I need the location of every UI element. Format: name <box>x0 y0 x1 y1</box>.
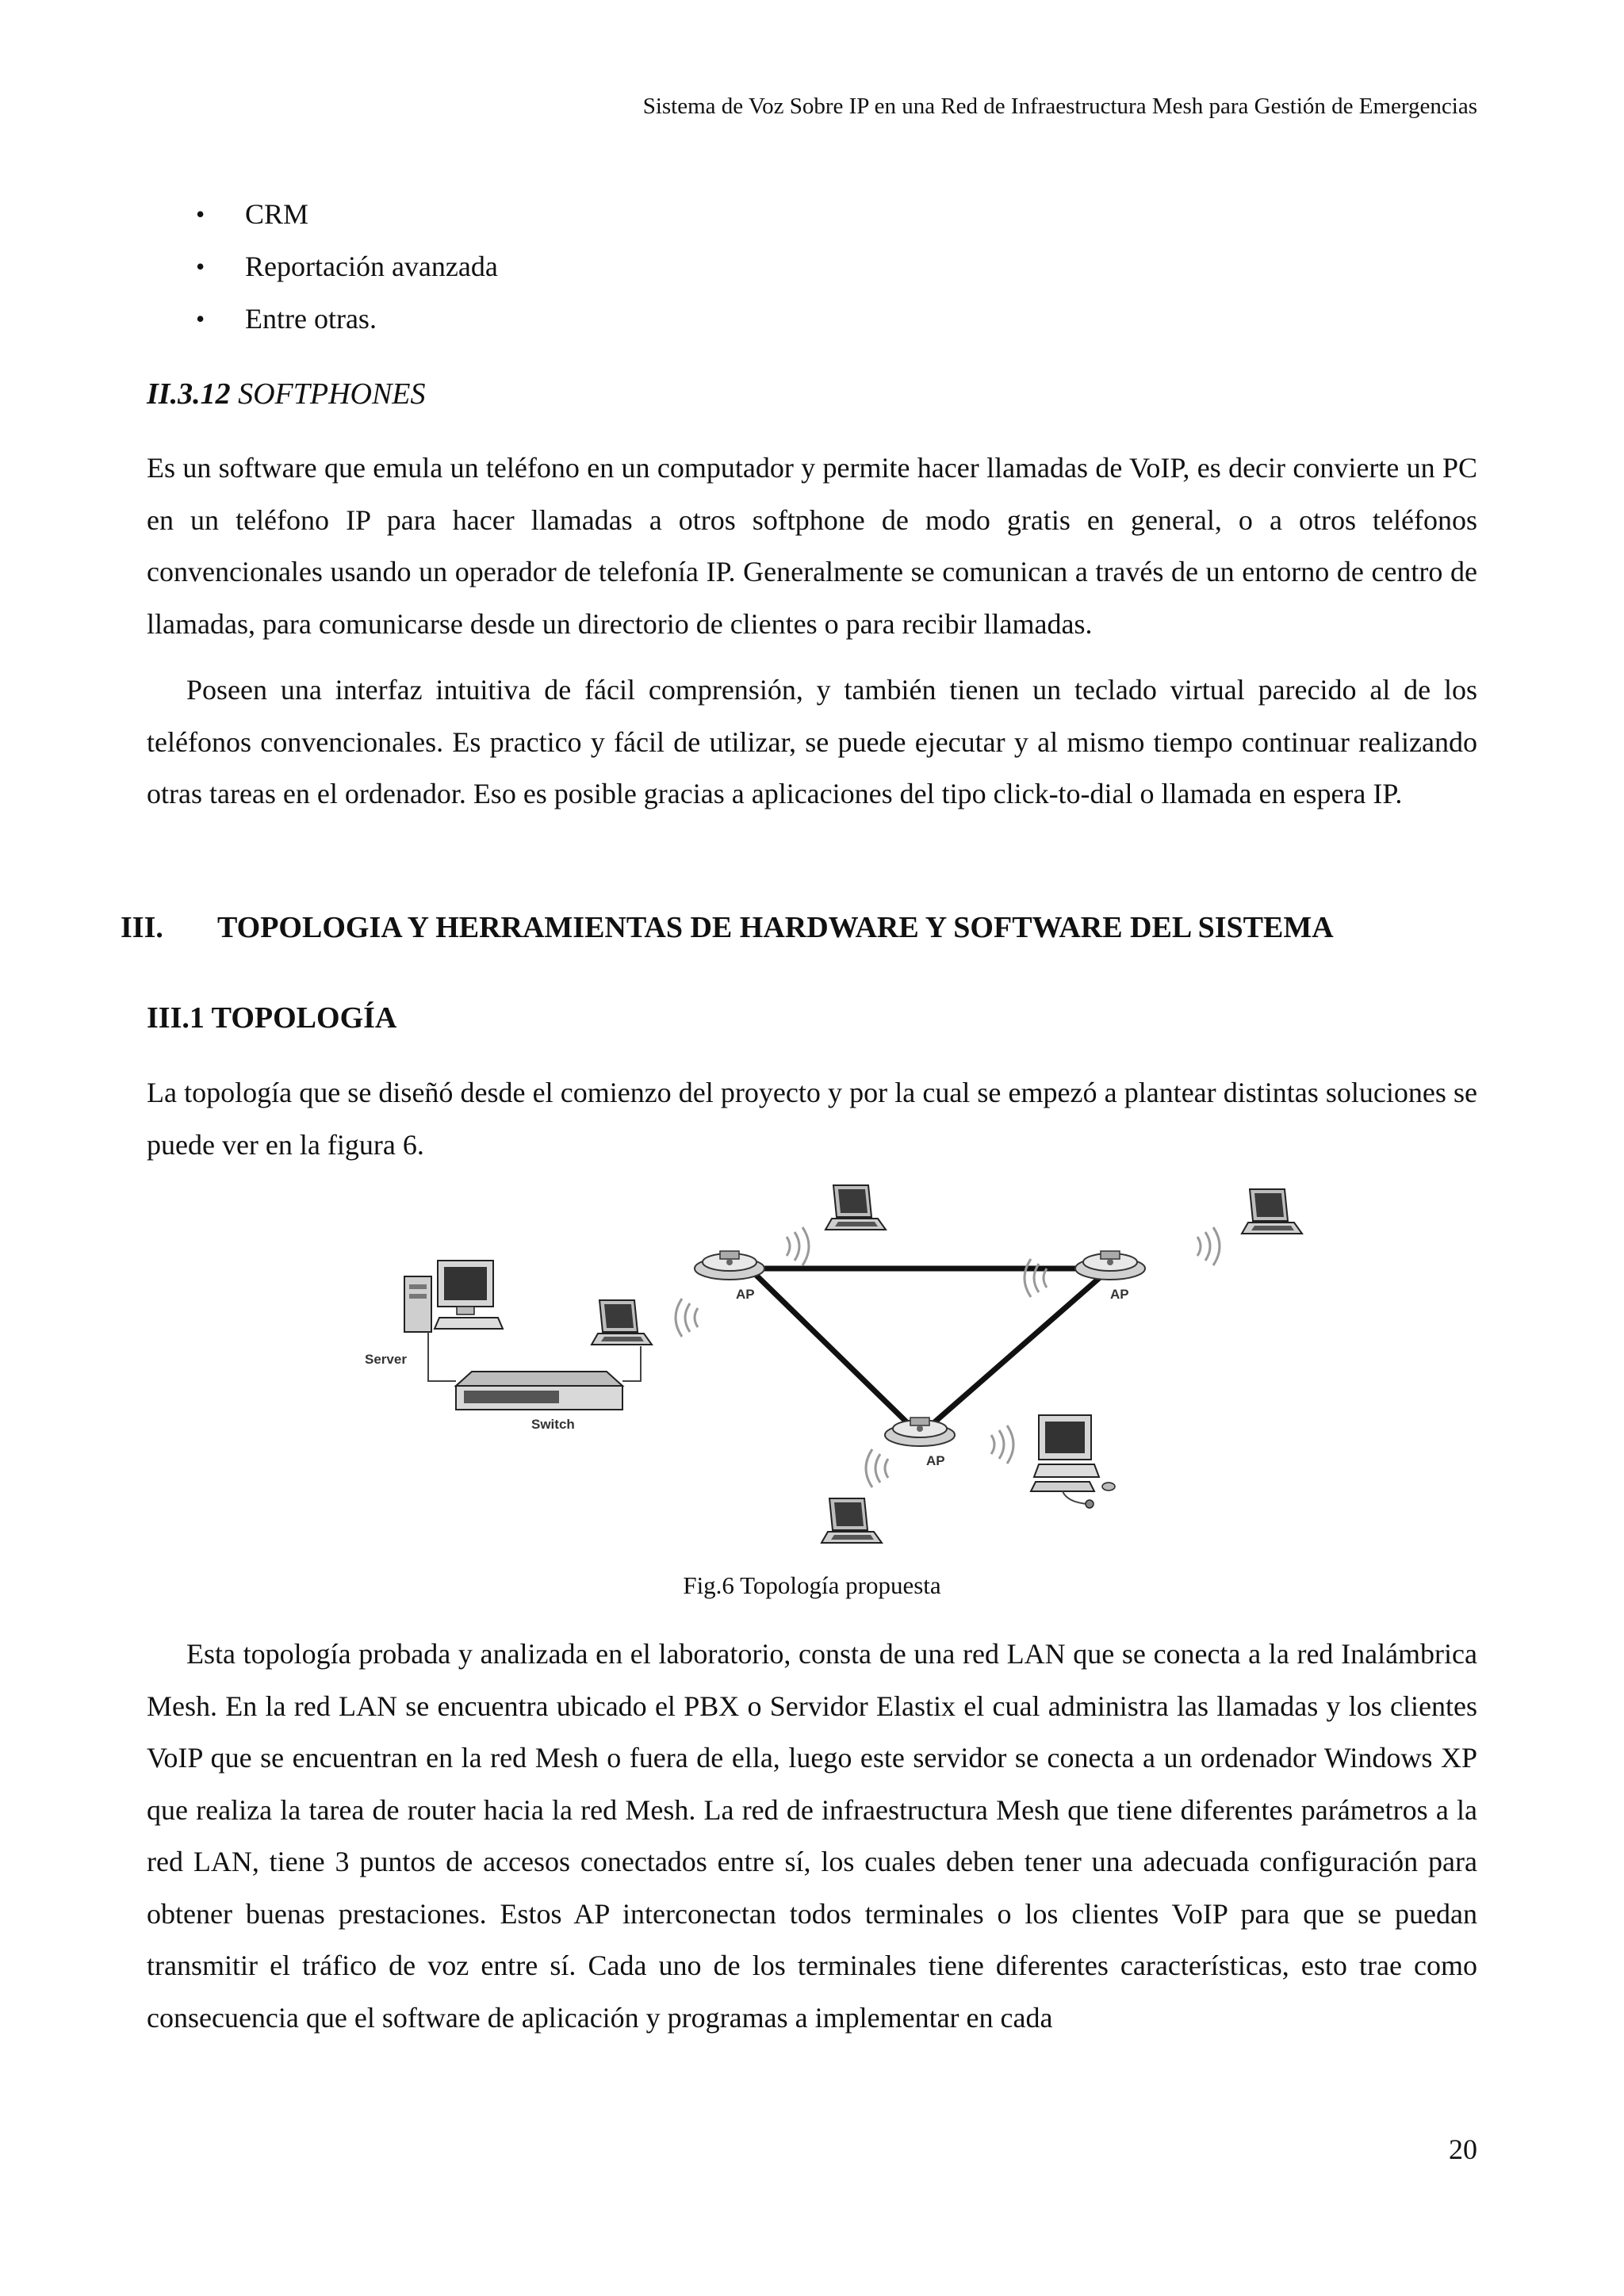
figure-caption: Fig.6 Topología propuesta <box>683 1571 941 1599</box>
ap-label-top-left: AP <box>736 1287 755 1302</box>
ap-top-right-icon <box>1075 1251 1145 1280</box>
switch-label: Switch <box>531 1417 575 1432</box>
wireless-waves-icon <box>1025 1259 1047 1297</box>
mesh-desktop-icon <box>1031 1415 1115 1508</box>
softphones-heading-title: SOFTPHONES <box>238 377 426 411</box>
ap-label-bottom: AP <box>926 1453 945 1468</box>
wireless-waves-icon <box>676 1299 698 1337</box>
wireless-waves-icon <box>991 1425 1013 1464</box>
chapter-heading <box>121 910 1334 945</box>
ap-bottom-icon <box>885 1418 955 1446</box>
wireless-waves-icon <box>1197 1227 1220 1265</box>
server-computer-icon <box>404 1261 503 1332</box>
softphones-heading-number: II.3.12 <box>147 377 231 411</box>
switch-icon <box>456 1372 622 1410</box>
cable-server-switch <box>428 1332 456 1381</box>
chapter-title: TOPOLOGIA Y HERRAMIENTAS DE HARDWARE Y SOFTWARE DEL SISTEMA <box>217 911 1334 944</box>
mesh-link-right <box>920 1269 1110 1435</box>
softphones-heading <box>147 377 426 411</box>
softphones-paragraph-1: Es un software que emula un teléfono en un computador y permite hacer llamadas de VoIP, es decir convierte un PC en un teléfono IP para hacer llamadas a otros softphone de modo gratis en general, o a otros teléfonos convencionales usando un operador de telefonía IP. Generalmente se comunican a través de un entorno de centro de llamadas, para comunicarse desde un directorio de clientes o para recibir llamadas. <box>147 452 1477 640</box>
topology-figure <box>349 1173 1324 1570</box>
wireless-waves-icon <box>866 1449 888 1487</box>
ap-top-left-icon <box>695 1251 764 1280</box>
list-item: • Reportación avanzada <box>147 243 498 295</box>
list-item: • Entre otras. <box>147 295 498 347</box>
wireless-waves-icon <box>787 1227 809 1265</box>
running-header: Sistema de Voz Sobre IP en una Red de Infraestructura Mesh para Gestión de Emergencias <box>642 94 1477 119</box>
cable-laptop-switch <box>622 1346 641 1381</box>
server-label: Server <box>365 1352 407 1367</box>
topologia-paragraph-1: La topología que se diseñó desde el comienzo del proyecto y por la cual se empezó a plantear distintas soluciones se puede ver en la figura 6. <box>147 1077 1477 1161</box>
page-number: 20 <box>1449 2133 1477 2165</box>
mesh-laptop-icon <box>825 1185 886 1230</box>
mesh-link-left <box>749 1269 920 1435</box>
mesh-laptop-icon <box>822 1498 882 1543</box>
topologia-paragraph-2: Esta topología probada y analizada en el laboratorio, consta de una red LAN que se conecta a la red Inalámbrica Mesh. En la red LAN se encuentra ubicado el PBX o Servidor Elastix el cual administra las llamadas y los clientes VoIP que se encuentran en la red Mesh o fuera de ella, luego este servidor se conecta a un ordenador Windows XP que realiza la tarea de router hacia la red Mesh. La red de infraestructura Mesh que tiene diferentes parámetros a la red LAN, tiene 3 puntos de accesos conectados entre sí, los cuales deben tener una adecuada configuración para obtener buenas prestaciones. Estos AP interconectan todos terminales o los clientes VoIP para que se puedan transmitir el tráfico de voz entre sí. Cada uno de los terminales tiene diferentes características, esto trae como consecuencia que el software de aplicación y programas a implementar en cada <box>147 1638 1477 2034</box>
lan-laptop-icon <box>592 1300 652 1345</box>
bullet-list <box>147 190 498 347</box>
mesh-laptop-icon <box>1242 1189 1302 1234</box>
chapter-number: III. <box>121 911 163 944</box>
softphones-paragraph-2: Poseen una interfaz intuitiva de fácil comprensión, y también tienen un teclado virtual parecido al de los teléfonos convencionales. Es practico y fácil de utilizar, se puede ejecutar y al mismo tiempo continuar realizando otras tareas en el ordenador. Eso es posible gracias a aplicaciones del tipo click-to-dial o llamada en espera IP. <box>147 674 1477 809</box>
section-heading: III.1 TOPOLOGÍA <box>147 1001 397 1035</box>
list-item: • CRM <box>147 190 498 243</box>
ap-label-top-right: AP <box>1110 1287 1129 1302</box>
